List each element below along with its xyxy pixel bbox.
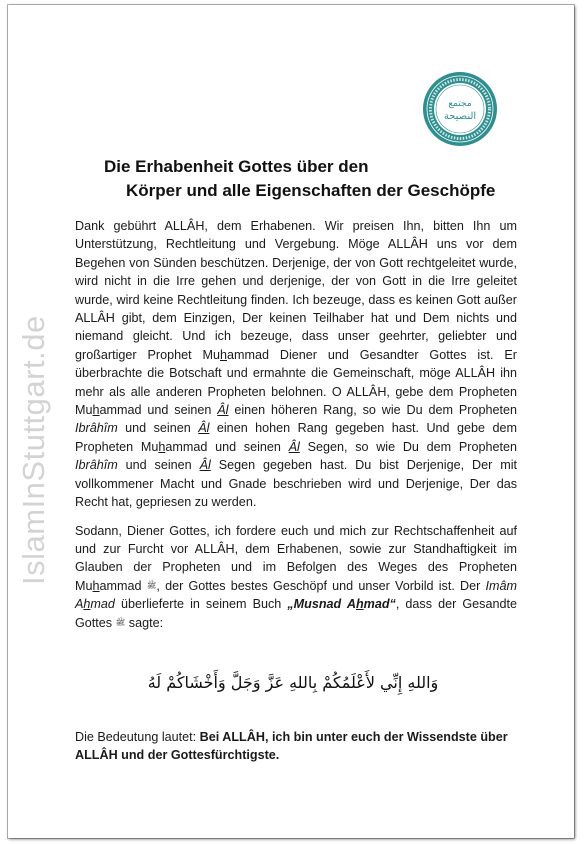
document-page <box>8 5 574 838</box>
salutation-glyph: ﷺ <box>115 617 126 627</box>
paragraph-2: Sodann, Diener Gottes, ich fordere euch und mich zur Rechtschaffenheit auf und zur Furcht vor ALLÂH, dem Erhabenen, sowie zur Standhaftigkeit im Glauben der Propheten und im Befolgen des Weges des Propheten Muhammad ﷺ, der Gottes bestes Geschöpf und unser Vorbild ist. Der Imâm Ahmad überlieferte in seinem Buch „Musnad Ahmad“, dass der Gesandte Gottes ﷺ sagte: <box>75 523 517 630</box>
title-line-1: Die Erhabenheit Gottes über den <box>104 157 369 176</box>
body-text <box>75 217 517 632</box>
page-title <box>8 155 574 203</box>
title-line-2: Körper und alle Eigenschaften der Geschöpfe <box>126 181 496 200</box>
arabic-quote: وَاللهِ إِنِّي لأَعْلَمُكُمْ بِاللهِ عَزَّ وَجَلَّ وَأَخْشَاكُمْ لَهُ <box>147 673 439 692</box>
watermark: IslamInStuttgart.de <box>16 315 51 585</box>
paragraph-1: Dank gebührt ALLÂH, dem Erhabenen. Wir preisen Ihn, bitten Ihn um Unterstützung, Rechtleitung und Vergebung. Möge ALLÂH uns vor dem Begehen von Sünden beschützen. Derjenige, der von Gott rechtgeleitet wurde, wird nicht in die Irre gehen und derjenige, der von Gott in die Irre geleitet wurde, wird keine Rechtleitung finden. Ich bezeuge, dass es keinen Gott außer ALLÂH gibt, dem Einzigen, Der keinen Teilhaber hat und Dem nichts und niemand gleicht. Und ich bezeuge, dass unser geehrter, geliebter und großartiger Prophet Muhammad Diener und Gesandter Gottes ist. Er überbrachte die Botschaft und ermahnte die Gemeinschaft, möge ALLÂH ihn mehr als alle anderen Propheten belohnen. O ALLÂH, gebe dem Propheten Muhammad und seinen Âl einen höheren Rang, so wie Du dem Propheten Ibrâhîm und seinen Âl einen hohen Rang gegeben hast. Und gebe dem Propheten Muhammad und seinen Âl Segen, so wie Du dem Propheten Ibrâhîm und seinen Âl Segen gegeben hast. Du bist Derjenige, Der mit vollkommener Macht und Gnade beschrieben wird und Derjenige, Der das Recht hat, gepriesen zu werden. <box>75 219 518 510</box>
salutation-glyph: ﷺ <box>146 580 157 590</box>
logo-emblem <box>422 71 498 147</box>
logo-text-line1: مجتمع <box>448 99 472 109</box>
paragraph-3: Die Bedeutung lautet: Bei ALLÂH, ich bin unter euch der Wissendste über ALLÂH und der Gottesfürchtigste. <box>75 729 508 762</box>
logo-text-line2: النصيحة <box>443 111 477 122</box>
